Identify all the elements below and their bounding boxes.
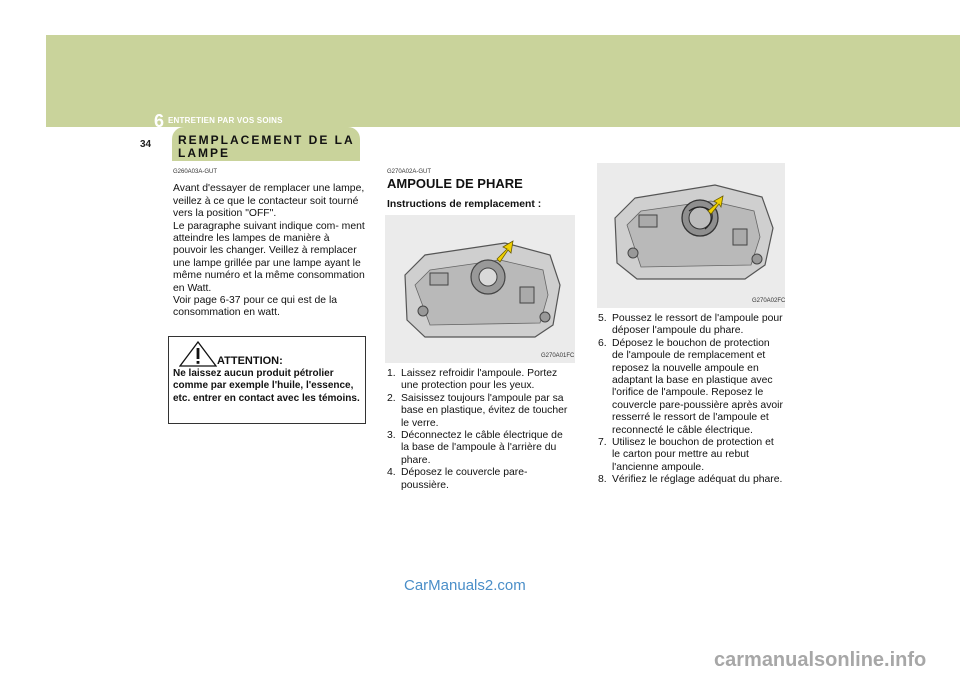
chapter-title: ENTRETIEN PAR VOS SOINS [168, 116, 283, 125]
header-band [46, 35, 960, 127]
headlamp-bulb-photo [597, 163, 785, 308]
step-item: 8. Vérifiez le réglage adéquat du phare. [598, 474, 783, 486]
step-item: 6. Déposez le bouchon de protection de l'ampoule de remplacement et reposez la nouvelle ampoule en adaptant la base en plastique avec l'orifice de l'ampoule. Reposez le couvercle pare-poussière après avoir resserré le ressort de l'ampoule et reconnecté le câble électrique. [598, 337, 783, 436]
step-item: 4. Déposez le couvercle pare- poussière. [387, 467, 528, 491]
section-title: REMPLACEMENT DE LA LAMPE [178, 133, 355, 160]
left-column [173, 166, 365, 320]
figure-code: G270A01FC [541, 353, 575, 359]
step-item: 5. Poussez le ressort de l'ampoule pour déposer l'ampoule du phare. [598, 313, 783, 337]
warning-title: ATTENTION: [217, 355, 283, 367]
page-number: 34 [140, 139, 152, 150]
headlamp-illustration [385, 215, 575, 363]
figure-code: G270A02FC [752, 298, 786, 304]
middle-steps [387, 368, 573, 492]
step-item: 1. Laissez refroidir l'ampoule. Portez une protection pour les yeux. [387, 368, 558, 392]
paragraph: Avant d'essayer de remplacer une lampe, veillez à ce que le contacteur soit tourné vers la position "OFF". [173, 183, 365, 220]
section-code: G270A02A-GUT [387, 169, 432, 175]
instructions-label: Instructions de remplacement : [387, 198, 542, 210]
watermark-logo[interactable]: CarManuals2.com [404, 577, 526, 594]
headlamp-bulb-illustration [597, 163, 785, 308]
step-item: 3. Déconnectez le câble électrique de la base de l'ampoule à l'arrière du phare. [387, 430, 563, 466]
middle-column-header [387, 166, 573, 211]
chapter-number: 6 [154, 111, 165, 131]
warning-text: Ne laissez aucun produit pétrolier comme par exemple l'huile, l'essence, etc. entrer en contact avec les témoins. [173, 368, 360, 404]
step-item: 2. Saisissez toujours l'ampoule par sa base en plastique, évitez de toucher le verre. [387, 392, 568, 429]
warning-box [168, 336, 366, 424]
warning-triangle-icon [179, 341, 217, 367]
paragraph: Le paragraphe suivant indique com- ment atteindre les lampes de manière à pouvoir les changer. Veillez à remplacer une lampe grillée par une lampe ayant le même numéro et la même consommation en Watt. [173, 220, 365, 294]
step-item: 7. Utilisez le bouchon de protection et le carton pour mettre au rebut l'ancienne ampoule. [598, 437, 774, 473]
right-steps [598, 313, 784, 487]
headlamp-rear-photo [385, 215, 575, 363]
section-heading: AMPOULE DE PHARE [387, 176, 523, 192]
watermark-url[interactable]: carmanualsonline.info [714, 649, 927, 671]
paragraph: Voir page 6-37 pour ce qui est de la consommation en watt. [173, 295, 338, 319]
section-code: G260A03A-GUT [173, 169, 218, 175]
